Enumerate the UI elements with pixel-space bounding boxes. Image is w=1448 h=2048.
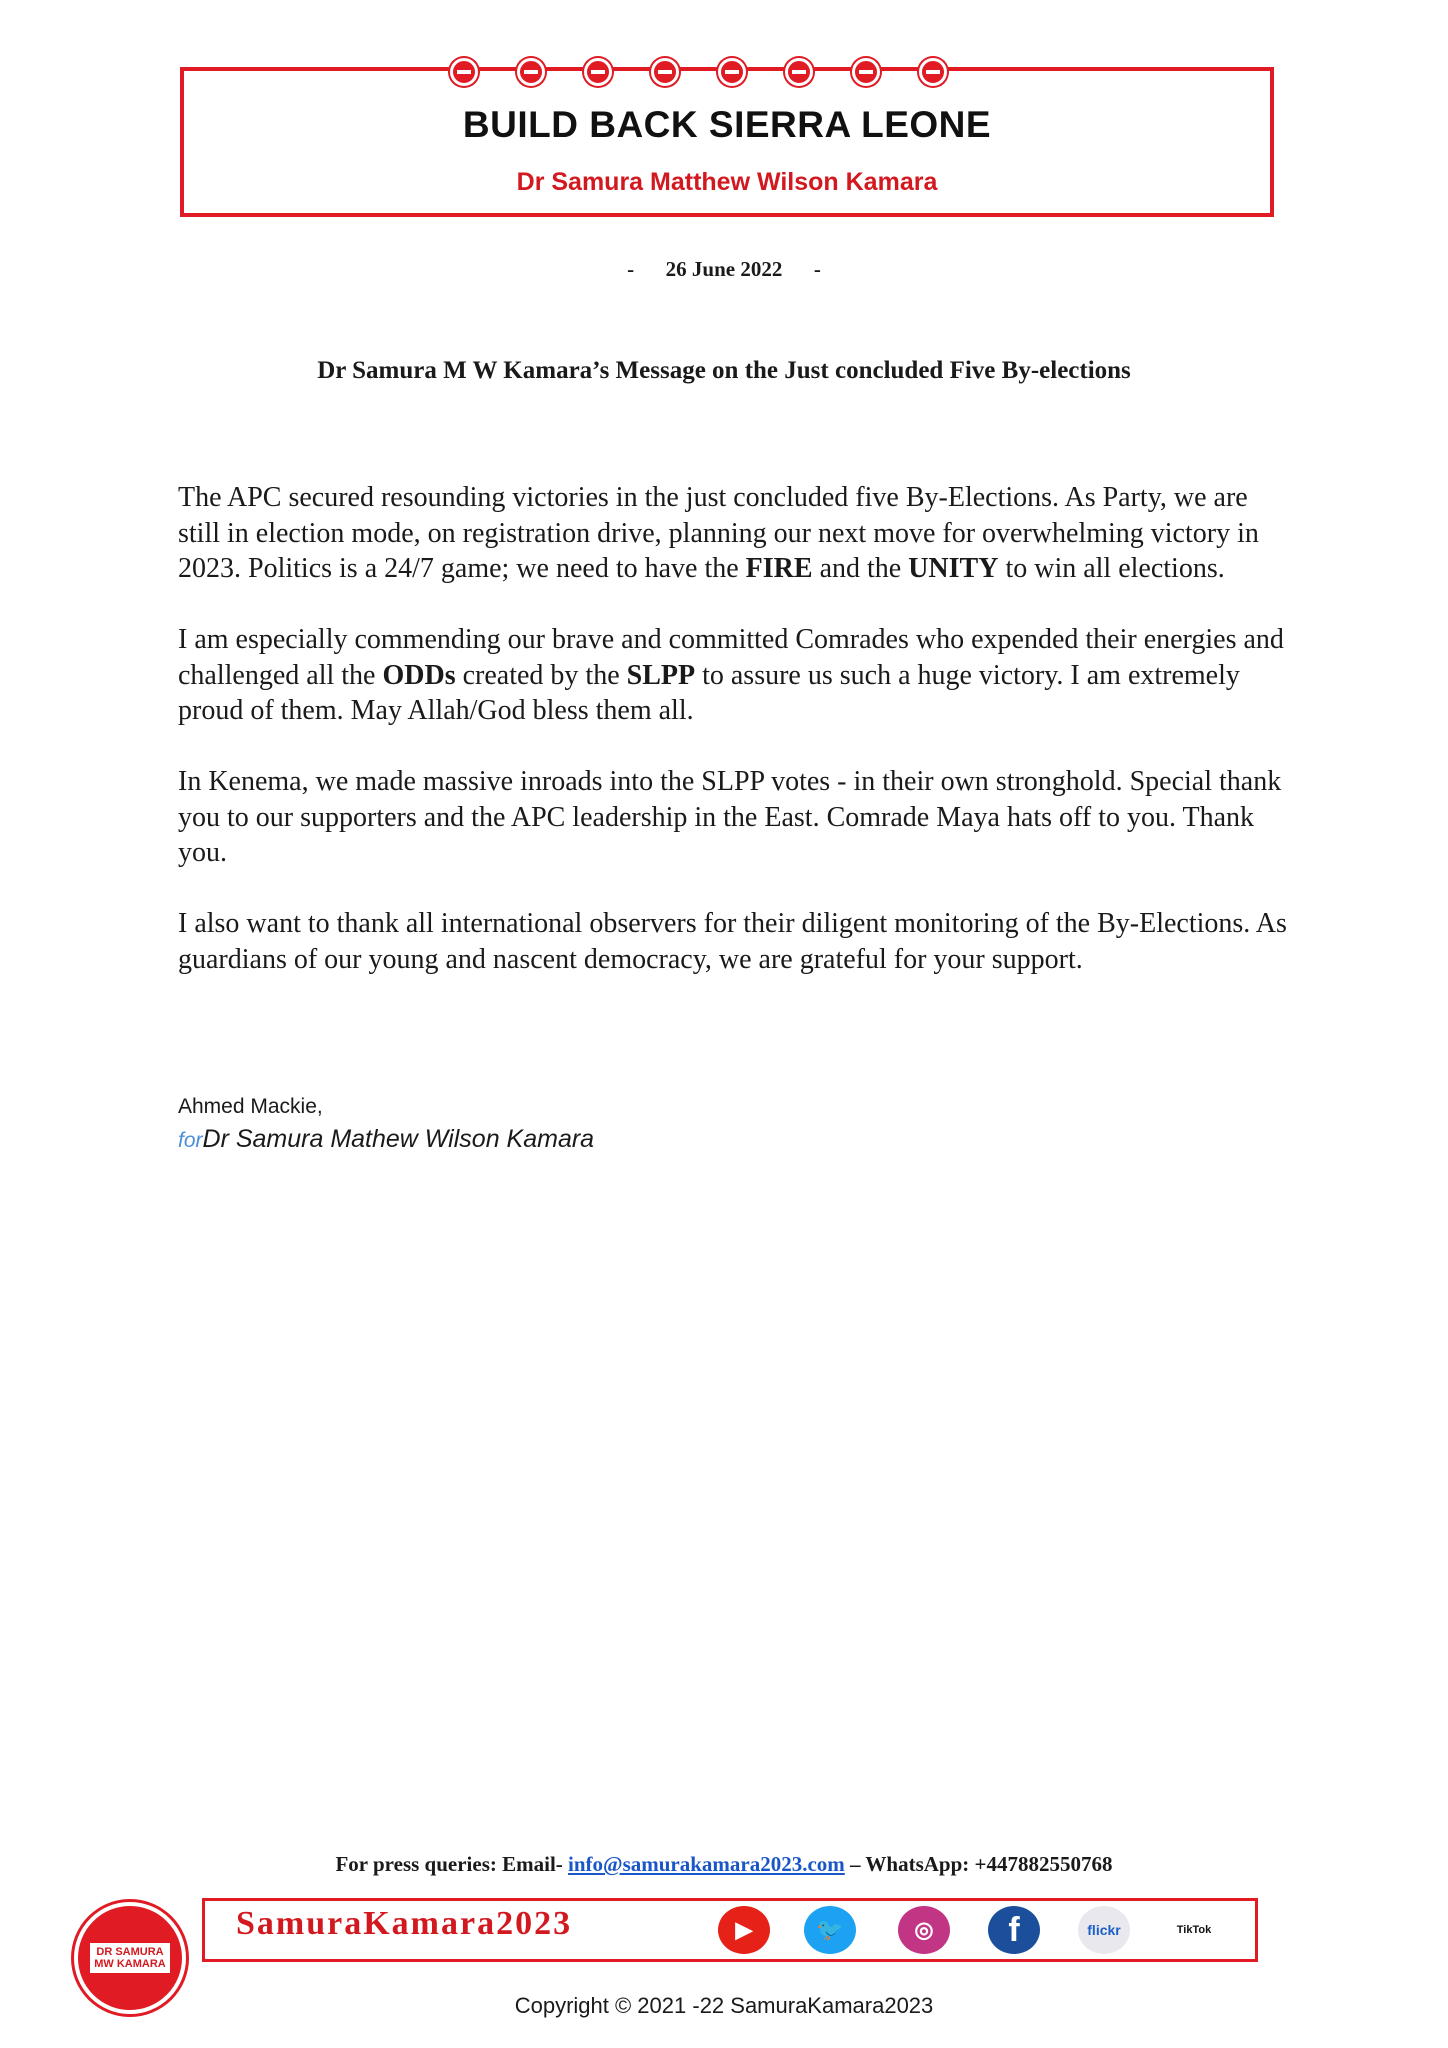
bold-text-run: FIRE bbox=[745, 553, 813, 584]
seal-icon bbox=[852, 58, 880, 86]
text-run: and the bbox=[812, 553, 909, 584]
seal-icon bbox=[785, 58, 813, 86]
page-subtitle: Dr Samura Matthew Wilson Kamara bbox=[516, 168, 938, 196]
email-link[interactable]: info@samurakamara2023.com bbox=[568, 1852, 845, 1876]
on-behalf-name: Dr Samura Mathew Wilson Kamara bbox=[202, 1125, 595, 1153]
paragraph bbox=[178, 906, 1288, 977]
youtube-icon[interactable]: ▶ bbox=[718, 1906, 770, 1954]
seal-icon bbox=[584, 58, 612, 86]
twitter-icon[interactable]: 🐦 bbox=[804, 1906, 856, 1954]
for-label: for bbox=[178, 1129, 203, 1152]
text-run: In Kenema, we made massive inroads into the SLPP votes - in their own stronghold. Special thank you to our supporters and the APC leadership in the East. Comrade Maya hats off to you. Thank you. bbox=[178, 766, 1282, 868]
text-run: I am especially commending our brave and committed Comrades who expended their energies and challenged all the bbox=[178, 624, 1284, 691]
facebook-icon[interactable]: f bbox=[988, 1906, 1040, 1954]
header-seal-row bbox=[450, 58, 1010, 88]
badge-line: MW KAMARA bbox=[94, 1958, 166, 1970]
page-title: BUILD BACK SIERRA LEONE bbox=[462, 104, 992, 145]
seal-icon bbox=[919, 58, 947, 86]
signatory-on-behalf bbox=[178, 1125, 594, 1154]
text-run: The APC secured resounding victories in the just concluded five By-Elections. As Party, we are still in election mode, on registration drive, planning our next move for overwhelming victory in 2023. Politics is a 24/7 game; we need to have the bbox=[178, 482, 1259, 584]
text-run: to win all elections. bbox=[998, 553, 1225, 584]
press-prefix: For press queries: Email- bbox=[335, 1852, 569, 1876]
bold-text-run: ODDs bbox=[382, 659, 456, 691]
tiktok-icon[interactable]: TikTok bbox=[1168, 1906, 1220, 1954]
date-line: - 26 June 2022 - bbox=[627, 257, 821, 281]
message-body bbox=[178, 480, 1288, 1013]
seal-icon bbox=[651, 58, 679, 86]
press-suffix: – WhatsApp: +447882550768 bbox=[844, 1852, 1113, 1876]
bold-text-run: SLPP bbox=[626, 659, 696, 691]
press-contact bbox=[0, 1852, 1448, 1877]
text-run: I also want to thank all international observers for their diligent monitoring of the By-Elections. As guardians of our young and nascent democracy, we are grateful for your support. bbox=[178, 908, 1287, 975]
badge-line: DR SAMURA bbox=[96, 1946, 164, 1958]
flickr-icon[interactable]: flickr bbox=[1078, 1906, 1130, 1954]
paragraph bbox=[178, 764, 1288, 871]
signatory-name: Ahmed Mackie, bbox=[178, 1095, 323, 1118]
seal-icon bbox=[517, 58, 545, 86]
seal-icon bbox=[450, 58, 478, 86]
bold-text-run: UNITY bbox=[908, 553, 999, 584]
paragraph bbox=[178, 480, 1288, 587]
seal-icon bbox=[718, 58, 746, 86]
text-run: to assure us such a huge victory. I am extremely proud of them. May Allah/God bless them all. bbox=[178, 659, 1240, 726]
instagram-icon[interactable]: ◎ bbox=[898, 1906, 950, 1954]
document-date: 26 June 2022 bbox=[665, 257, 783, 281]
footer-brand: SamuraKamara2023 bbox=[236, 1905, 573, 1942]
headline: Dr Samura M W Kamara’s Message on the Just concluded Five By-elections bbox=[317, 357, 1131, 384]
text-run: created by the bbox=[455, 659, 627, 691]
paragraph bbox=[178, 622, 1288, 729]
copyright: Copyright © 2021 -22 SamuraKamara2023 bbox=[514, 1993, 934, 2018]
